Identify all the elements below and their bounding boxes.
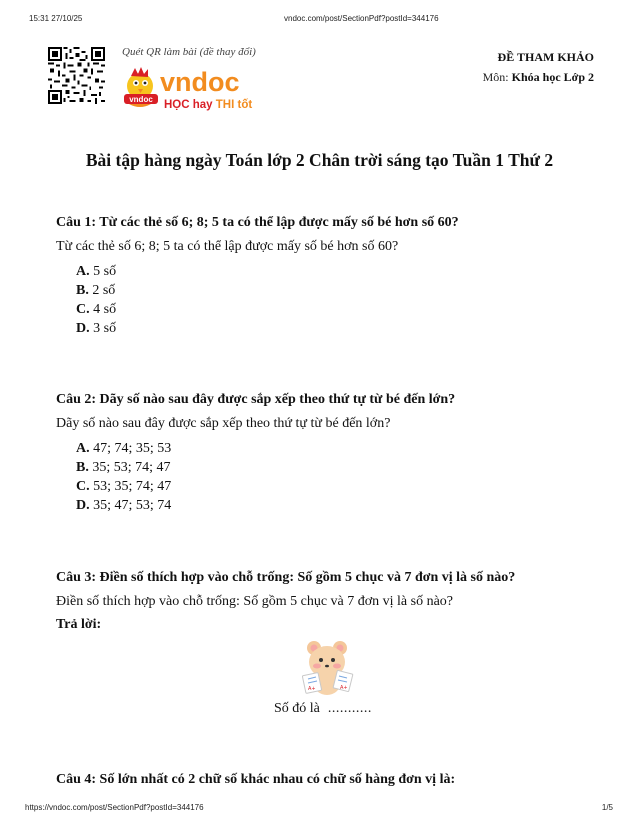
fill-prefix: Số đó là	[274, 701, 320, 716]
question-text: Từ các thẻ số 6; 8; 5 ta có thể lập được mấy số bé hơn số 60?	[56, 239, 399, 254]
answer-option-a[interactable]: A. 47; 74; 35; 53	[76, 441, 172, 456]
answer-option-d[interactable]: D. 3 số	[76, 321, 117, 336]
exam-header	[483, 47, 594, 87]
subject-label: Môn:	[482, 70, 509, 84]
answer-label: Trả lời:	[56, 617, 102, 632]
question-text: Điền số thích hợp vào chỗ trống: Số gồm 5 chục và 7 đơn vị là số nào?	[56, 594, 454, 609]
vndoc-logo	[118, 64, 270, 112]
svg-text:A+: A+	[340, 685, 348, 691]
logo-wordmark: vndoc	[160, 67, 240, 97]
question-heading: Câu 1: Từ các thẻ số 6; 8; 5 ta có thể lập được mấy số bé hơn số 60?	[56, 215, 459, 230]
print-url-header: vndoc.com/post/SectionPdf?postId=344176	[284, 14, 439, 23]
answer-option-d[interactable]: D. 35; 47; 53; 74	[76, 498, 172, 513]
question-heading: Câu 4: Số lớn nhất có 2 chữ số khác nhau có chữ số hàng đơn vị là:	[56, 772, 456, 787]
bear-holding-papers-icon	[300, 638, 356, 696]
qr-code-icon[interactable]	[48, 47, 105, 104]
answer-option-b[interactable]: B. 2 số	[76, 283, 116, 298]
svg-text:A+: A+	[308, 686, 316, 692]
subject-value: Khóa học Lớp 2	[511, 70, 594, 84]
question-text: Dãy số nào sau đây được sắp xếp theo thứ tự từ bé đến lớn?	[56, 416, 391, 431]
question-1	[56, 213, 599, 338]
print-datetime: 15:31 27/10/25	[29, 14, 83, 23]
logo-slogan: HỌC hay THI tốt	[164, 99, 253, 111]
page-number: 1/5	[601, 803, 613, 812]
answer-option-c[interactable]: C. 53; 35; 74; 47	[76, 479, 172, 494]
question-heading: Câu 2: Dãy số nào sau đây được sắp xếp theo thứ tự từ bé đến lớn?	[56, 392, 456, 407]
question-4	[56, 770, 599, 790]
scan-qr-hint: Quét QR làm bài (đề thay đổi)	[122, 46, 256, 58]
document-title: Bài tập hàng ngày Toán lớp 2 Chân trời sáng tạo Tuần 1 Thứ 2	[85, 150, 554, 170]
answer-option-a[interactable]: A. 5 số	[76, 264, 117, 279]
answer-option-c[interactable]: C. 4 số	[76, 302, 117, 317]
fill-in-line	[274, 701, 372, 717]
answer-option-b[interactable]: B. 35; 53; 74; 47	[76, 460, 171, 475]
question-heading: Câu 3: Điền số thích hợp vào chỗ trống: Số gồm 5 chục và 7 đơn vị là số nào?	[56, 570, 516, 585]
answer-list	[76, 262, 599, 338]
question-3	[56, 568, 599, 635]
question-2	[56, 390, 599, 515]
answer-list	[76, 439, 599, 515]
exam-kind: ĐỀ THAM KHẢO	[497, 50, 594, 64]
subject-line	[483, 67, 594, 87]
answer-blank[interactable]: ...........	[327, 701, 372, 716]
print-url-footer: https://vndoc.com/post/SectionPdf?postId=344176	[25, 803, 204, 812]
logo-badge-text: vndoc	[129, 95, 153, 104]
